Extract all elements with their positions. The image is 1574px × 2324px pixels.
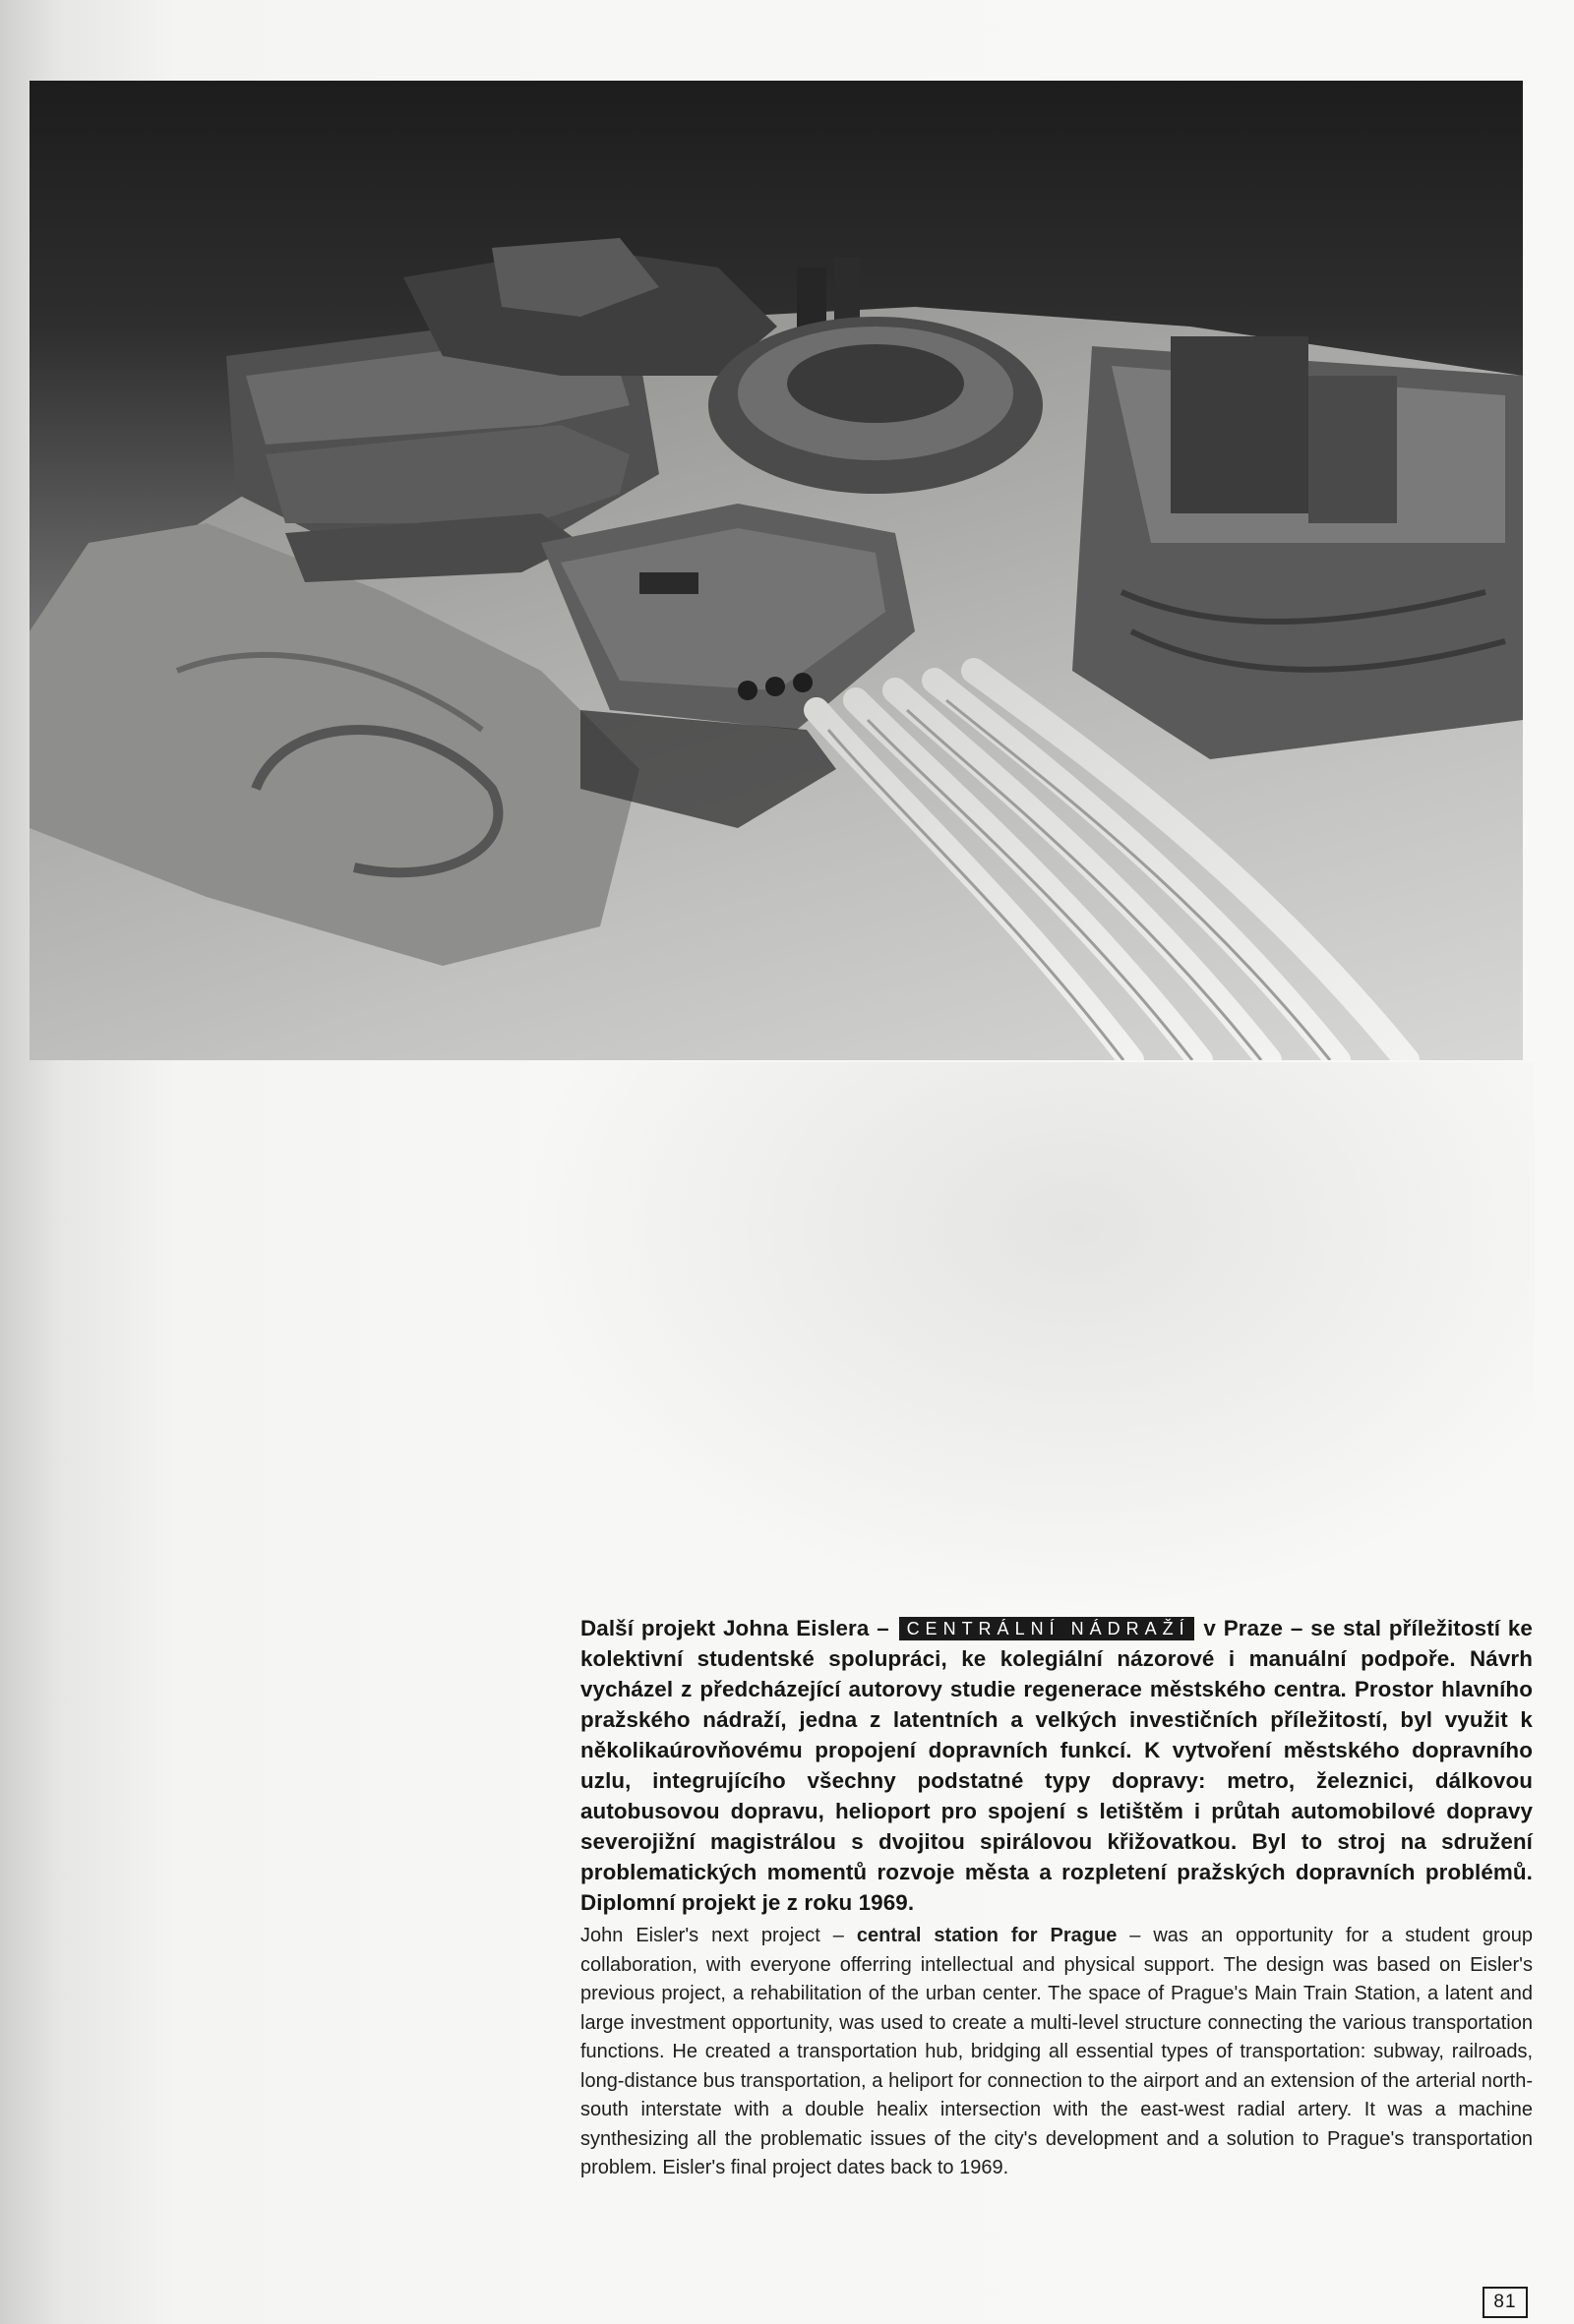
english-caption-intro: John Eisler's next project –	[580, 1925, 857, 1946]
page-number: 81	[1483, 2287, 1528, 2318]
czech-caption-intro: Další projekt Johna Eislera –	[580, 1616, 897, 1640]
english-caption-body: – was an opportunity for a student group collaboration, with everyone offerring intellectual and physical support. The design was based on Eisler's previous project, a rehabilitation of the urban center. The space of Prague's Main Train Station, a latent and large investment opportunity, was used to create a multi-level structure connecting the various transportation functions. He created a transportation hub, bridging all essential types of transportation: subway, railroads, long-distance bus transportation, a heliport for connection to the airport and an extension of the arterial north-south interstate with a double healix intersection with the east-west radial artery. It was a machine synthesizing all the problematic issues of the city's development and a solution to Prague's transportation problem. Eisler's final project dates back to 1969.	[580, 1925, 1533, 2178]
architectural-model-photo	[30, 81, 1523, 1060]
english-project-name: central station for Prague	[856, 1925, 1118, 1946]
czech-caption	[580, 1613, 1533, 1918]
project-label: CENTRÁLNÍ NÁDRAŽÍ	[899, 1617, 1194, 1640]
caption-block	[580, 1613, 1533, 2183]
czech-caption-body: v Praze – se stal příležitostí ke kolektivní studentské spolupráci, ke kolegiální názorové i manuální podpoře. Návrh vycházel z předcházející autorovy studie regenerace městského centra. Prostor hlavního pražského nádraží, jedna z latentních a velkých investičních příležitostí, byl využit k několikaúrovňovému propojení dopravních funkcí. K vytvoření městského dopravního uzlu, integrujícího všechny podstatné typy dopravy: metro, železnici, dálkovou autobusovou dopravu, helioport pro spojení s letištěm i průtah automobilové dopravy severojižní magistrálou s dvojitou spirálovou křižovatkou. Byl to stroj na sdružení problematických momentů rozvoje města a rozpletení pražských dopravních problémů. Diplomní projekt je z roku 1969.	[580, 1616, 1533, 1915]
bleed-through-texture	[512, 1062, 1535, 1613]
english-caption	[580, 1922, 1533, 2183]
architectural-model-image	[30, 81, 1523, 1060]
